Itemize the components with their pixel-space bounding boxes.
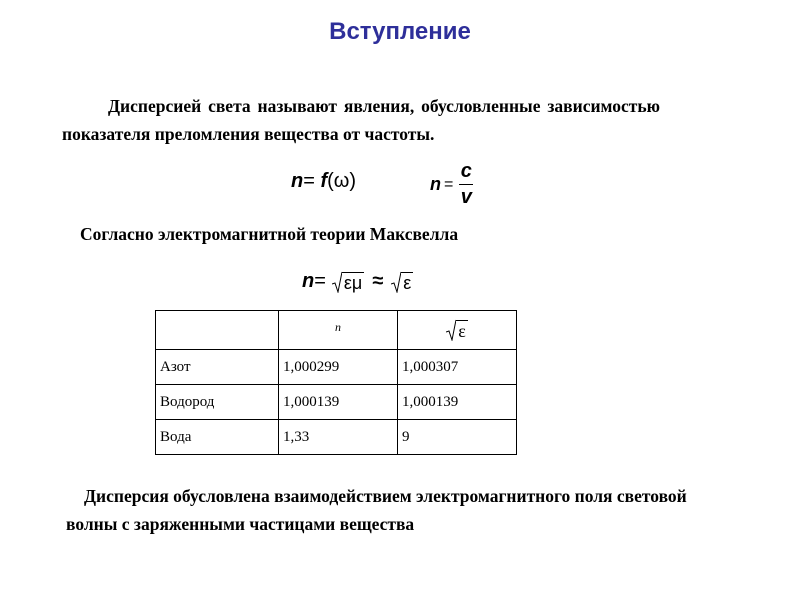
intro-text: Дисперсией света называют явления, обусловленные зависимостью показателя преломления вещества от частоты.: [62, 96, 660, 144]
intro-paragraph: [62, 92, 660, 148]
formula3-radicand2: ε: [403, 272, 412, 293]
table-row: [156, 420, 517, 455]
conclusion-paragraph: [66, 482, 706, 538]
fraction-bar: [459, 184, 473, 185]
table-cell: 1,000139: [279, 385, 398, 420]
table-cell: 1,000307: [398, 350, 517, 385]
formula2-fraction: [459, 160, 473, 209]
formula2-eq: =: [444, 175, 454, 193]
table-cell: 1,000299: [279, 350, 398, 385]
formula2-numerator: c: [460, 160, 472, 182]
formula1-arg: (ω): [327, 170, 357, 192]
table-cell: 1,000139: [398, 385, 517, 420]
formula3-lhs: n: [302, 270, 315, 292]
conclusion-text: Дисперсия обусловлена взаимодействием электромагнитного поля световой волны с заряженными частицами вещества: [66, 486, 687, 534]
table-row: [156, 385, 517, 420]
table-row: [156, 350, 517, 385]
table-header-row: [156, 311, 517, 350]
formula-dispersion: [291, 170, 356, 193]
formula3-eq: =: [314, 270, 326, 292]
formula-refractive-index: [430, 160, 473, 209]
table-cell: Азот: [156, 350, 279, 385]
formula1-lhs: n: [291, 170, 304, 192]
table-header-substance: [156, 311, 279, 350]
sqrt-symbol-icon: ε: [446, 319, 468, 341]
formula-maxwell: [302, 270, 415, 293]
refraction-table: [155, 310, 517, 455]
table-cell: Водород: [156, 385, 279, 420]
table-cell: Вода: [156, 420, 279, 455]
formula1-func: f: [320, 170, 328, 192]
table-header-sqrt-epsilon: [398, 311, 517, 350]
formula2-denominator: v: [460, 186, 472, 208]
sqrt-symbol-icon: [391, 271, 413, 293]
formula2-lhs: n: [430, 174, 441, 194]
formula3-radicand1: εμ: [343, 272, 363, 293]
formula3-approx: ≈: [372, 270, 384, 292]
table-cell: 9: [398, 420, 517, 455]
formula1-eq: =: [303, 170, 315, 192]
table-cell: 1,33: [279, 420, 398, 455]
page-title: Вступление: [329, 18, 471, 45]
maxwell-statement: Согласно электромагнитной теории Максвелла: [80, 224, 459, 244]
table-header-n: n: [279, 311, 398, 350]
sqrt-symbol-icon: [332, 271, 364, 293]
